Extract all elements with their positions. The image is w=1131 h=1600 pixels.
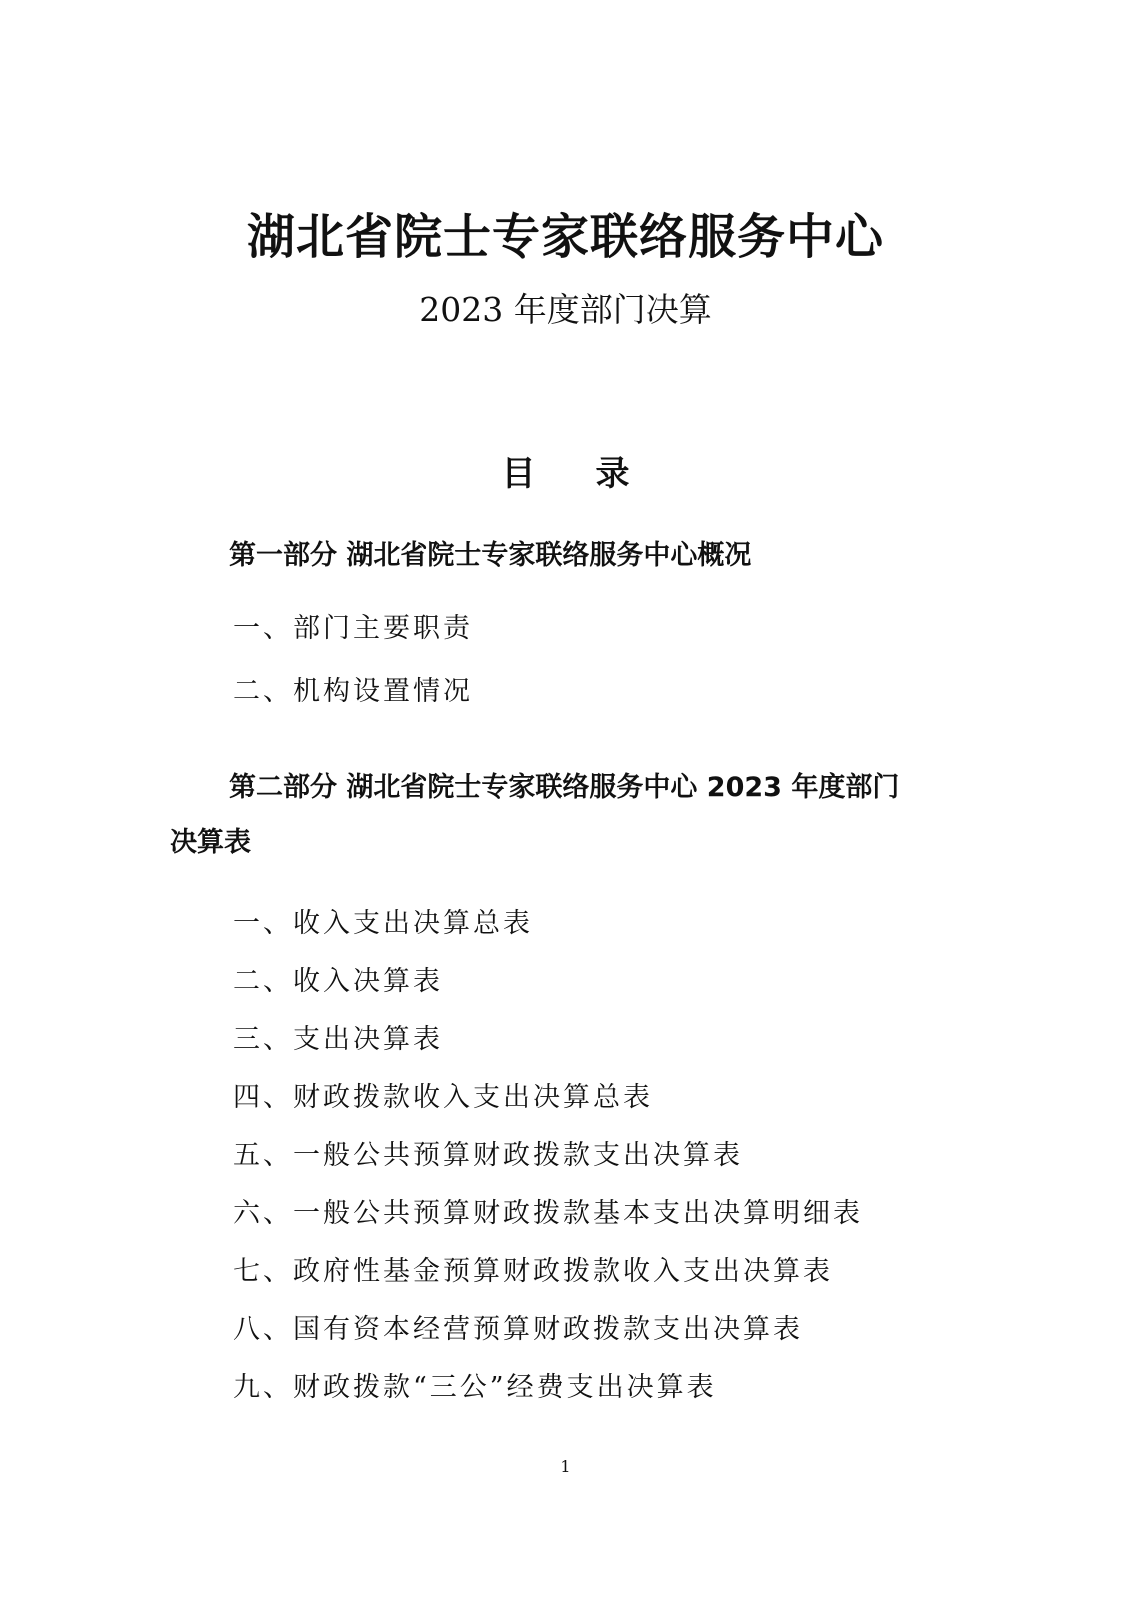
page-number: 1: [560, 1457, 571, 1476]
toc-item: 一、收入支出决算总表: [233, 908, 533, 939]
toc-item: 八、国有资本经营预算财政拨款支出决算表: [233, 1314, 803, 1345]
toc-item: 二、收入决算表: [233, 966, 443, 997]
part1-heading: 第一部分 湖北省院士专家联络服务中心概况: [229, 540, 752, 571]
toc-heading-char-1: 目: [501, 454, 536, 494]
toc-item: 一、部门主要职责: [233, 613, 473, 644]
toc-item: 二、机构设置情况: [233, 676, 473, 707]
toc-item: 三、支出决算表: [233, 1024, 443, 1055]
toc-item: 七、政府性基金预算财政拨款收入支出决算表: [233, 1256, 833, 1287]
toc-item: 九、财政拨款“三公”经费支出决算表: [233, 1372, 717, 1403]
document-subtitle: 2023 年度部门决算: [419, 290, 712, 329]
toc-item: 六、一般公共预算财政拨款基本支出决算明细表: [233, 1198, 863, 1229]
part2-heading-line1: 第二部分 湖北省院士专家联络服务中心 2023 年度部门: [229, 772, 900, 803]
toc-item: 四、财政拨款收入支出决算总表: [233, 1082, 653, 1113]
toc-item: 五、一般公共预算财政拨款支出决算表: [233, 1140, 743, 1171]
document-title: 湖北省院士专家联络服务中心: [246, 209, 884, 265]
toc-heading: [0, 446, 1131, 495]
toc-heading-char-2: 录: [595, 454, 630, 494]
part2-heading-line2: 决算表: [170, 827, 251, 858]
